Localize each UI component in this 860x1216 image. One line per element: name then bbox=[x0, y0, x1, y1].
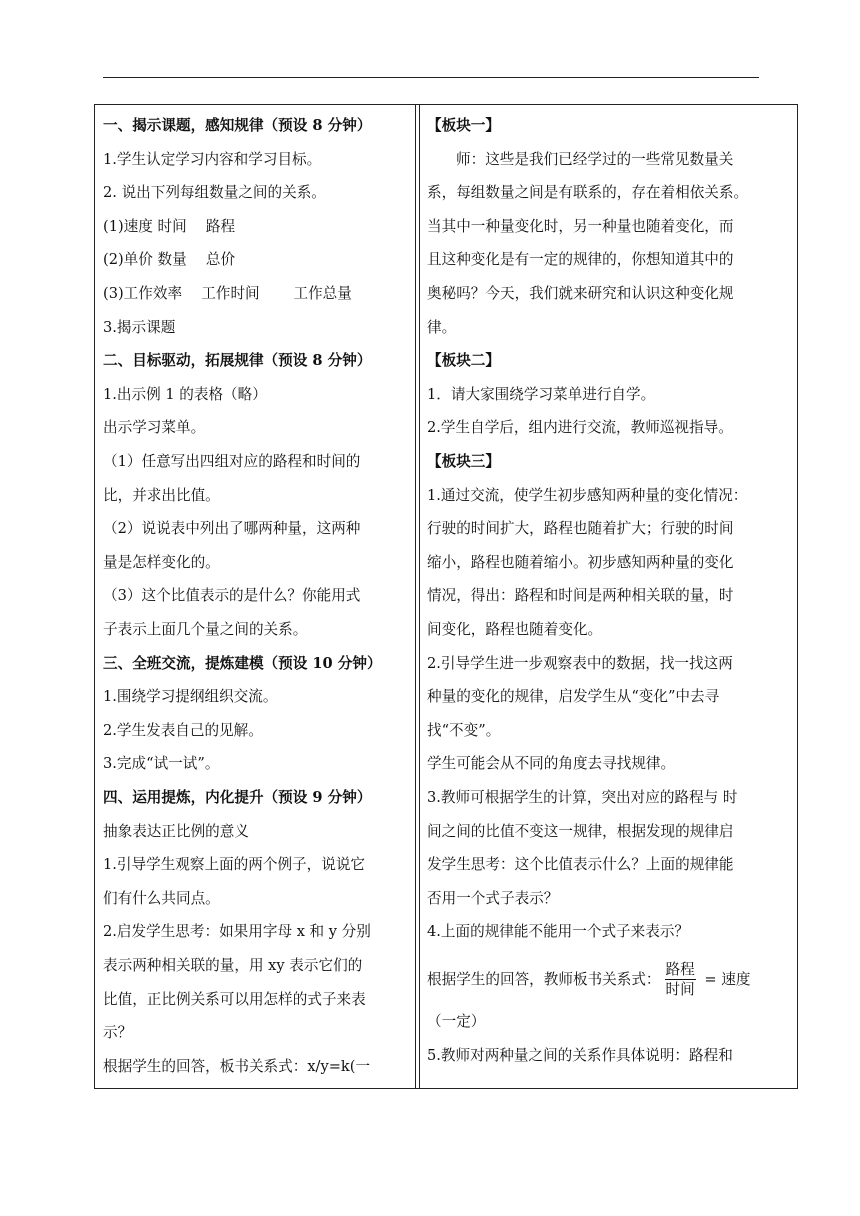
text-line: 出示学习菜单。 bbox=[103, 419, 206, 437]
text-line: 缩小，路程也随着缩小。初步感知两种量的变化 bbox=[427, 553, 734, 571]
text-line: （1）任意写出四组对应的路程和时间的 bbox=[103, 453, 361, 470]
section-heading: 四、运用提炼，内化提升（预设 9 分钟） bbox=[103, 789, 372, 806]
block-heading: 【板块三】 bbox=[427, 453, 500, 470]
fraction-numerator: 路程 bbox=[665, 960, 695, 978]
formula-line bbox=[427, 956, 793, 1004]
right-column bbox=[419, 105, 797, 1088]
text-line: 且这种变化是有一定的规律的，你想知道其中的 bbox=[427, 251, 734, 269]
text-line: 表示两种相关联的量，用 xy 表示它们的 bbox=[103, 957, 363, 974]
text-line: 1．请大家围绕学习菜单进行自学。 bbox=[427, 385, 656, 403]
text-line: 量是怎样变化的。 bbox=[103, 553, 220, 571]
text-line: 抽象表达正比例的意义 bbox=[103, 822, 249, 840]
text-line: 1.通过交流，使学生初步感知两种量的变化情况： bbox=[427, 486, 748, 504]
block-heading: 【板块二】 bbox=[427, 352, 500, 370]
text-line: 2.学生发表自己的见解。 bbox=[103, 721, 263, 739]
text-line: 们有什么共同点。 bbox=[103, 889, 220, 907]
text-line: 找“不变”。 bbox=[427, 721, 501, 739]
text-line: （2）说说表中列出了哪两种量，这两种 bbox=[103, 520, 361, 538]
text-line: 系，每组数量之间是有联系的，存在着相依关系。 bbox=[427, 184, 749, 202]
fraction bbox=[665, 961, 696, 1000]
formula-suffix: = 速度 bbox=[699, 971, 751, 988]
text-line: 4.上面的规律能不能用一个式子来表示？ bbox=[427, 923, 690, 941]
text-line: 1.围绕学习提纲组织交流。 bbox=[103, 688, 278, 706]
text-line: 2.学生自学后，组内进行交流，教师巡视指导。 bbox=[427, 419, 733, 437]
text-line: （3）这个比值表示的是什么？你能用式 bbox=[103, 587, 361, 605]
text-line: 行驶的时间扩大，路程也随着扩大；行驶的时间 bbox=[427, 520, 734, 538]
text-line: 5.教师对两种量之间的关系作具体说明：路程和 bbox=[427, 1046, 733, 1064]
formula-prefix: 根据学生的回答，教师板书关系式： bbox=[427, 971, 661, 988]
section-heading: 三、全班交流，提炼建模（预设 10 分钟） bbox=[103, 654, 382, 672]
section-heading: 一、揭示课题，感知规律（预设 8 分钟） bbox=[103, 117, 372, 134]
text-line: 师：这些是我们已经学过的一些常见数量关 bbox=[456, 150, 734, 168]
text-line: 律。 bbox=[427, 318, 457, 336]
text-line: 2.启发学生思考：如果用字母 x 和 y 分别 bbox=[103, 923, 371, 941]
text-line: 子表示上面几个量之间的关系。 bbox=[103, 621, 308, 638]
block-heading: 【板块一】 bbox=[427, 117, 500, 134]
text-line: 示？ bbox=[103, 1024, 133, 1042]
text-line: (2)单价 数量 总价 bbox=[103, 251, 236, 269]
text-line: 发学生思考：这个比值表示什么？上面的规律能 bbox=[427, 856, 734, 874]
lesson-table bbox=[94, 104, 798, 1089]
header-rule bbox=[103, 77, 759, 78]
text-line: 种量的变化的规律，启发学生从“变化”中去寻 bbox=[427, 688, 720, 706]
fraction-denominator: 时间 bbox=[665, 980, 695, 998]
text-line: 3.教师可根据学生的计算，突出对应的路程与 时 bbox=[427, 789, 738, 806]
text-line: (3)工作效率 工作时间 工作总量 bbox=[103, 285, 352, 302]
text-line: 1.引导学生观察上面的两个例子，说说它 bbox=[103, 856, 366, 874]
text-line: 2. 说出下列每组数量之间的关系。 bbox=[103, 184, 326, 202]
text-line: 比，并求出比值。 bbox=[103, 486, 220, 504]
left-column bbox=[95, 105, 415, 1088]
text-line: 比值，正比例关系可以用怎样的式子来表 bbox=[103, 990, 366, 1008]
text-line: 间变化，路程也随着变化。 bbox=[427, 621, 603, 638]
text-line: 3.揭示课题 bbox=[103, 318, 176, 336]
text-line: 3.完成“试一试”。 bbox=[103, 755, 220, 773]
column-divider bbox=[415, 105, 416, 1088]
text-line: 当其中一种量变化时，另一种量也随着变化，而 bbox=[427, 217, 734, 235]
text-line: 否用一个式子表示？ bbox=[427, 889, 559, 907]
text-line: 1.学生认定学习内容和学习目标。 bbox=[103, 150, 322, 168]
text-line: 2.引导学生进一步观察表中的数据，找一找这两 bbox=[427, 654, 733, 672]
text-line: 根据学生的回答，板书关系式：x/y=k(一 bbox=[103, 1057, 371, 1075]
text-line: （一定） bbox=[427, 1013, 486, 1030]
section-heading: 二、目标驱动，拓展规律（预设 8 分钟） bbox=[103, 352, 372, 370]
text-line: 1.出示例 1 的表格（略） bbox=[103, 385, 267, 403]
text-line: (1)速度 时间 路程 bbox=[103, 217, 236, 235]
text-line: 情况，得出：路程和时间是两种相关联的量，时 bbox=[427, 587, 734, 605]
text-line: 奥秘吗？今天，我们就来研究和认识这种变化规 bbox=[427, 285, 734, 302]
text-line: 间之间的比值不变这一规律，根据发现的规律启 bbox=[427, 822, 734, 840]
text-line: 学生可能会从不同的角度去寻找规律。 bbox=[427, 755, 676, 773]
